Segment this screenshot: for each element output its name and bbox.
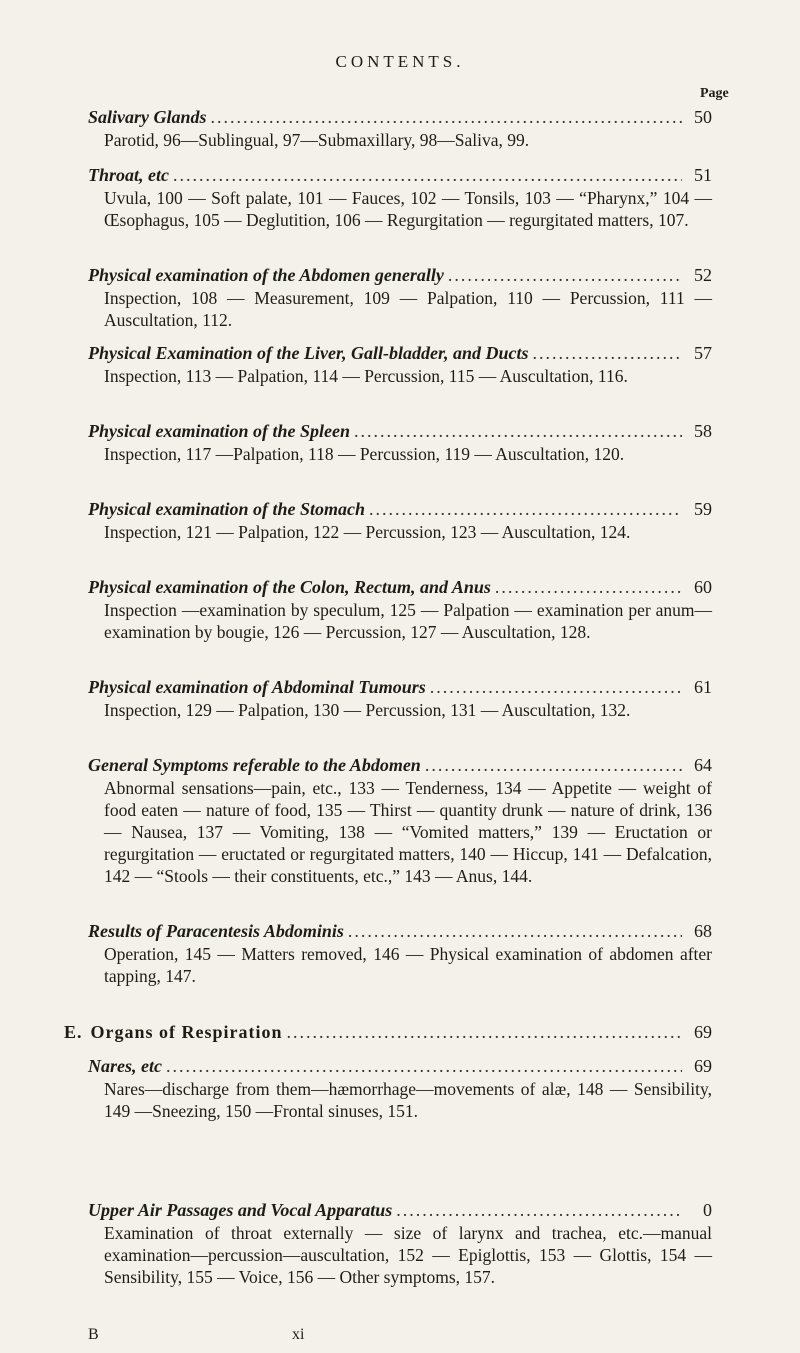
- toc-entry: [88, 1199, 712, 1288]
- toc-entry: [88, 754, 712, 887]
- toc-entry-title: Salivary Glands: [88, 107, 207, 127]
- toc-entry: [88, 106, 712, 151]
- dot-leader: [425, 754, 682, 776]
- toc-entry-page: 59: [694, 499, 712, 519]
- running-head: CONTENTS.: [335, 52, 465, 71]
- toc-entry-subtopics: Inspection —examination by speculum, 125 — Palpation — examination per anum—examination by bougie, 126 — Percussion, 127 — Auscultation, 128.: [104, 600, 712, 642]
- toc-entry-title: Physical examination of the Colon, Rectum, and Anus: [88, 577, 491, 597]
- toc-entry: [88, 164, 712, 231]
- toc-entry-subtopics: Inspection, 121 — Palpation, 122 — Percussion, 123 — Auscultation, 124.: [104, 522, 631, 542]
- section-page: 69: [694, 1022, 712, 1042]
- dot-leader: [430, 676, 682, 698]
- toc-entry-title: Upper Air Passages and Vocal Apparatus: [88, 1200, 393, 1220]
- toc-entry-page: 50: [694, 107, 712, 127]
- toc-entry: [88, 576, 712, 643]
- toc-entry-title: Physical Examination of the Liver, Gall-bladder, and Ducts: [88, 343, 529, 363]
- dot-leader: [211, 106, 682, 128]
- dot-leader: [448, 264, 682, 286]
- toc-entry: [88, 676, 712, 721]
- toc-entry-title: Physical examination of the Stomach: [88, 499, 366, 519]
- toc-entry-title: Nares, etc: [88, 1056, 162, 1076]
- dot-leader: [287, 1021, 682, 1043]
- page-folio: xi: [292, 1326, 305, 1343]
- toc-entry-title: Throat, etc: [88, 165, 169, 185]
- toc-entry-subtopics: Inspection, 113 — Palpation, 114 — Percussion, 115 — Auscultation, 116.: [104, 366, 628, 386]
- toc-entry-page: 52: [694, 265, 712, 285]
- toc-entry-subtopics: Parotid, 96—Sublingual, 97—Submaxillary, 98—Saliva, 99.: [104, 130, 530, 150]
- toc-entry-title: Physical examination of the Spleen: [88, 421, 351, 441]
- dot-leader: [354, 420, 682, 442]
- section-heading: [64, 1021, 712, 1043]
- dot-leader: [396, 1199, 682, 1221]
- toc-entry-subtopics: Operation, 145 — Matters removed, 146 — Physical examination of abdomen after tapping, 147.: [104, 944, 712, 986]
- toc-entry-subtopics: Uvula, 100 — Soft palate, 101 — Fauces, 102 — Tonsils, 103 — “Pharynx,” 104 — Œsophagus, 105 — Deglutition, 106 — Regurgitation — regurgitated matters, 107.: [104, 188, 712, 230]
- toc-entry-subtopics: Examination of throat externally — size of larynx and trachea, etc.—manual examination—percussion—auscultation, 152 — Epiglottis, 153 — Glottis, 154 — Sensibility, 155 — Voice, 156 — Other symptoms, 157.: [104, 1223, 712, 1287]
- toc-entry-page: 69: [694, 1056, 712, 1076]
- toc-entry: [88, 1055, 712, 1122]
- section-title: Organs of Respiration: [90, 1022, 283, 1042]
- toc-entry-page: 58: [694, 421, 712, 441]
- toc-entry-subtopics: Inspection, 117 —Palpation, 118 — Percussion, 119 — Auscultation, 120.: [104, 444, 625, 464]
- dot-leader: [369, 498, 682, 520]
- toc-entry: [88, 920, 712, 987]
- signature-mark: B: [88, 1326, 99, 1343]
- toc-entry: [88, 264, 712, 331]
- toc-entry-page: 0: [703, 1200, 712, 1220]
- dot-leader: [348, 920, 682, 942]
- toc-entry-subtopics: Inspection, 129 — Palpation, 130 — Percussion, 131 — Auscultation, 132.: [104, 700, 631, 720]
- page-column-label: Page: [700, 86, 729, 101]
- toc-entry-subtopics: Abnormal sensations—pain, etc., 133 — Tenderness, 134 — Appetite — weight of food eaten — nature of food, 135 — Thirst — quantity drunk — nature of drink, 136 — Nausea, 137 — Vomiting, 138 — “Vomited matters,” 139 — Eructation or regurgitation — eructated or regurgitated matters, 140 — Hiccup, 141 — Defalcation, 142 — “Stools — their constituents, etc.,” 143 — Anus, 144.: [104, 778, 712, 886]
- dot-leader: [166, 1055, 682, 1077]
- toc-entry-title: Results of Paracentesis Abdominis: [88, 921, 344, 941]
- section-letter: E.: [64, 1022, 83, 1042]
- toc-entry-title: Physical examination of Abdominal Tumours: [88, 677, 426, 697]
- dot-leader: [533, 342, 682, 364]
- toc-entry-page: 60: [694, 577, 712, 597]
- toc-entry: [88, 342, 712, 387]
- toc-entry-title: General Symptoms referable to the Abdomen: [88, 755, 421, 775]
- toc-entry-page: 57: [694, 343, 712, 363]
- dot-leader: [495, 576, 682, 598]
- toc-entry-page: 51: [694, 165, 712, 185]
- toc-entry-subtopics: Inspection, 108 — Measurement, 109 — Palpation, 110 — Percussion, 111 — Auscultation, 112.: [104, 288, 712, 330]
- toc-entry-page: 64: [694, 755, 712, 775]
- toc-entry: [88, 420, 712, 465]
- dot-leader: [173, 164, 682, 186]
- toc-entry-subtopics: Nares—discharge from them—hæmorrhage—movements of alæ, 148 — Sensibility, 149 —Sneezing, 150 —Frontal sinuses, 151.: [104, 1079, 712, 1121]
- toc-entry-title: Physical examination of the Abdomen generally: [88, 265, 444, 285]
- toc-entry-page: 68: [694, 921, 712, 941]
- toc-entry-page: 61: [694, 677, 712, 697]
- toc-entry: [88, 498, 712, 543]
